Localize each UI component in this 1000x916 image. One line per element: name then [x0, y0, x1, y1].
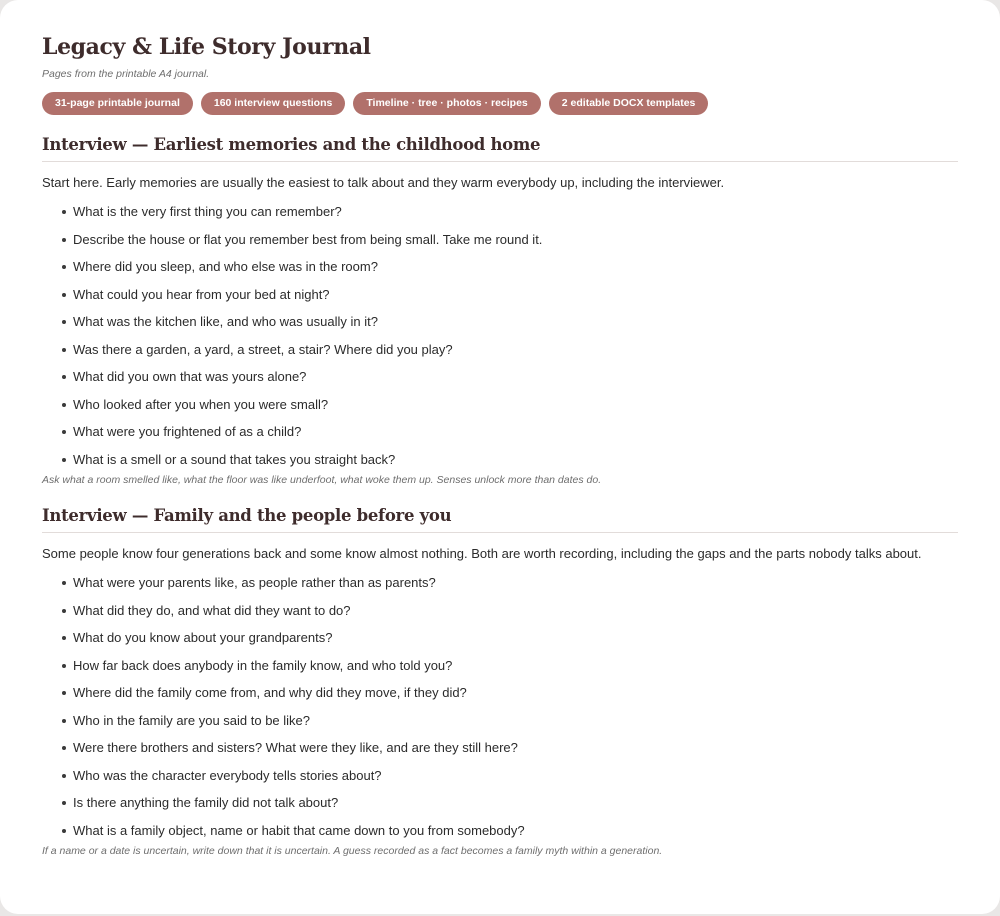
question-item: Describe the house or flat you remember best from being small. Take me round it.	[73, 229, 958, 257]
page-subtitle: Pages from the printable A4 journal.	[42, 68, 210, 80]
question-item: Who looked after you when you were small?	[73, 394, 958, 422]
feature-tags	[42, 92, 958, 115]
question-item: What could you hear from your bed at night?	[73, 284, 958, 312]
section-intro: Some people know four generations back and some know almost nothing. Both are worth recording, including the gaps and the parts nobody talks about.	[42, 546, 922, 561]
section-family	[42, 505, 958, 858]
section-heading: Interview — Earliest memories and the childhood home	[42, 134, 958, 162]
question-item: Who was the character everybody tells stories about?	[73, 765, 958, 793]
section-tip: If a name or a date is uncertain, write down that it is uncertain. A guess recorded as a fact becomes a family myth within a generation.	[42, 845, 663, 857]
question-item: What is a family object, name or habit that came down to you from somebody?	[73, 820, 958, 848]
section-intro: Start here. Early memories are usually the easiest to talk about and they warm everybody up, including the interviewer.	[42, 175, 725, 190]
question-item: Who in the family are you said to be like?	[73, 710, 958, 738]
tag-docx-templates: 2 editable DOCX templates	[549, 92, 709, 115]
section-heading: Interview — Family and the people before you	[42, 505, 958, 533]
question-item: What were your parents like, as people rather than as parents?	[73, 572, 958, 600]
page-title: Legacy & Life Story Journal	[42, 34, 371, 60]
question-item: What was the kitchen like, and who was usually in it?	[73, 311, 958, 339]
question-list	[42, 201, 958, 476]
question-item: What is a smell or a sound that takes you straight back?	[73, 449, 958, 477]
question-item: Where did you sleep, and who else was in the room?	[73, 256, 958, 284]
question-item: What do you know about your grandparents?	[73, 627, 958, 655]
question-item: What did they do, and what did they want to do?	[73, 600, 958, 628]
question-item: What did you own that was yours alone?	[73, 366, 958, 394]
question-item: How far back does anybody in the family know, and who told you?	[73, 655, 958, 683]
question-item: Is there anything the family did not talk about?	[73, 792, 958, 820]
section-earliest-memories	[42, 134, 958, 487]
question-list	[42, 572, 958, 847]
question-item: What were you frightened of as a child?	[73, 421, 958, 449]
tag-interview-questions: 160 interview questions	[201, 92, 345, 115]
question-item: Where did the family come from, and why did they move, if they did?	[73, 682, 958, 710]
section-tip: Ask what a room smelled like, what the floor was like underfoot, what woke them up. Senses unlock more than dates do.	[42, 474, 602, 486]
question-item: Were there brothers and sisters? What were they like, and are they still here?	[73, 737, 958, 765]
tag-printable-journal: 31-page printable journal	[42, 92, 193, 115]
question-item: Was there a garden, a yard, a street, a stair? Where did you play?	[73, 339, 958, 367]
tag-timeline-tree-photos-recipes: Timeline · tree · photos · recipes	[353, 92, 540, 115]
question-item: What is the very first thing you can remember?	[73, 201, 958, 229]
